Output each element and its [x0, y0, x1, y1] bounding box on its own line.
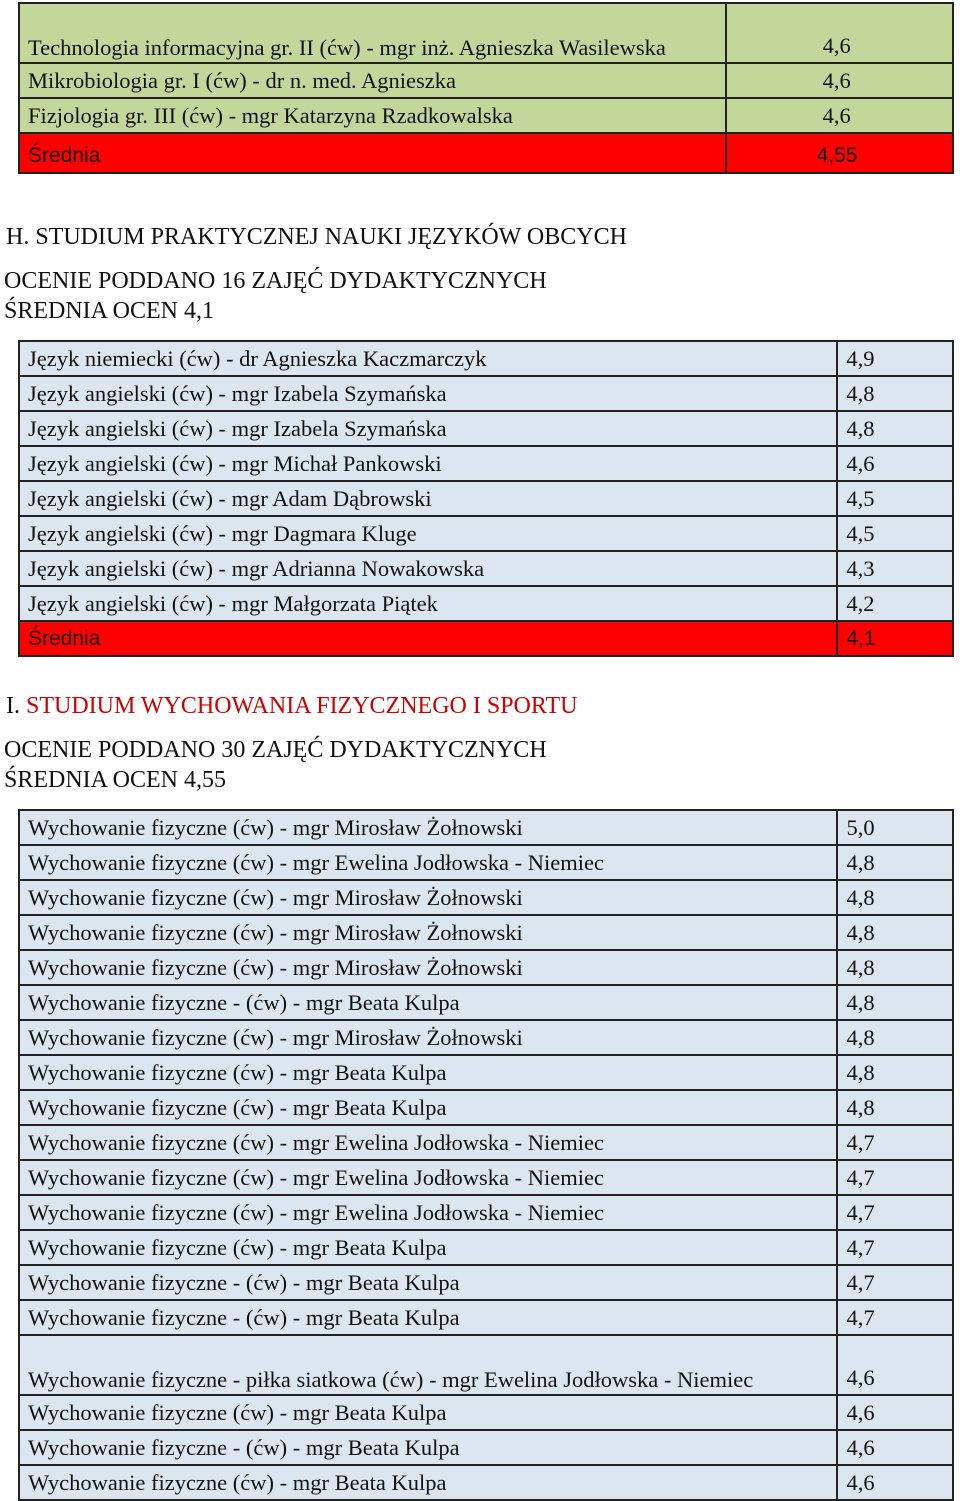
row-name: Wychowanie fizyczne - (ćw) - mgr Beata Kulpa: [19, 1265, 837, 1300]
row-value: 4,3: [837, 551, 953, 586]
row-value: 4,7: [837, 1195, 953, 1230]
row-value: 4,8: [837, 1020, 953, 1055]
row-value: 4,8: [837, 950, 953, 985]
row-value: 4,7: [837, 1125, 953, 1160]
row-name: Język angielski (ćw) - mgr Małgorzata Piątek: [19, 586, 837, 621]
row-value: 4,6: [726, 63, 953, 98]
table-row: [19, 1160, 953, 1195]
row-name: Fizjologia gr. III (ćw) - mgr Katarzyna Rzadkowalska: [19, 98, 726, 133]
section-h-heading: [6, 222, 627, 252]
table-row: [19, 1195, 953, 1230]
row-name: Wychowanie fizyczne (ćw) - mgr Ewelina Jodłowska - Niemiec: [19, 1195, 837, 1230]
section-i-prefix: I.: [6, 693, 20, 719]
table-row: [19, 411, 953, 446]
table-row: [19, 1125, 953, 1160]
row-value: 4,2: [837, 586, 953, 621]
section-i-average: ŚREDNIA OCEN 4,55: [4, 767, 227, 793]
average-value: 4,55: [726, 133, 953, 173]
row-name: Technologia informacyjna gr. II (ćw) - mgr inż. Agnieszka Wasilewska: [19, 3, 726, 63]
table-row: [19, 845, 953, 880]
row-name: Wychowanie fizyczne (ćw) - mgr Mirosław Żołnowski: [19, 950, 837, 985]
row-value: 4,7: [837, 1265, 953, 1300]
table-row: [19, 63, 953, 98]
section-g-table: [18, 2, 954, 174]
row-value: 4,6: [837, 1395, 953, 1430]
row-value: 4,7: [837, 1230, 953, 1265]
table-row: [19, 1055, 953, 1090]
section-h-table: [18, 340, 954, 657]
row-value: 4,5: [837, 516, 953, 551]
row-value: 4,8: [837, 985, 953, 1020]
row-value: 4,7: [837, 1160, 953, 1195]
row-name: Wychowanie fizyczne (ćw) - mgr Mirosław Żołnowski: [19, 915, 837, 950]
table-row: [19, 1395, 953, 1430]
section-h-title: STUDIUM PRAKTYCZNEJ NAUKI JĘZYKÓW OBCYCH: [35, 224, 627, 250]
average-label: Średnia: [19, 133, 726, 173]
table-row: [19, 586, 953, 621]
row-value: 4,5: [837, 481, 953, 516]
row-name: Wychowanie fizyczne - (ćw) - mgr Beata Kulpa: [19, 1430, 837, 1465]
row-name: Wychowanie fizyczne (ćw) - mgr Mirosław Żołnowski: [19, 880, 837, 915]
table-row: [19, 1430, 953, 1465]
row-name: Wychowanie fizyczne (ćw) - mgr Beata Kulpa: [19, 1230, 837, 1265]
table-row: [19, 1265, 953, 1300]
table-row: [19, 3, 953, 63]
table-row: [19, 481, 953, 516]
row-name: Wychowanie fizyczne (ćw) - mgr Beata Kulpa: [19, 1090, 837, 1125]
table-row: [19, 341, 953, 376]
table-row: [19, 880, 953, 915]
row-value: 4,8: [837, 376, 953, 411]
row-value: 5,0: [837, 810, 953, 845]
section-h-count: OCENIE PODDANO 16 ZAJĘĆ DYDAKTYCZNYCH: [4, 268, 547, 294]
row-name: Język angielski (ćw) - mgr Adam Dąbrowski: [19, 481, 837, 516]
average-row: [19, 133, 953, 173]
section-i-count: OCENIE PODDANO 30 ZAJĘĆ DYDAKTYCZNYCH: [4, 737, 547, 763]
section-i-heading: [6, 691, 577, 721]
row-value: 4,8: [837, 1090, 953, 1125]
table-row: [19, 551, 953, 586]
table-row: [19, 376, 953, 411]
row-name: Wychowanie fizyczne (ćw) - mgr Ewelina Jodłowska - Niemiec: [19, 1160, 837, 1195]
row-value: 4,8: [837, 845, 953, 880]
row-value: 4,6: [837, 1465, 953, 1500]
table-row: [19, 1090, 953, 1125]
row-value: 4,8: [837, 1055, 953, 1090]
row-value: 4,7: [837, 1300, 953, 1335]
row-name: Wychowanie fizyczne - (ćw) - mgr Beata Kulpa: [19, 985, 837, 1020]
section-i-title: STUDIUM WYCHOWANIA FIZYCZNEGO I SPORTU: [26, 693, 578, 719]
table-row: [19, 915, 953, 950]
average-value: 4,1: [837, 621, 953, 656]
table-row: [19, 1230, 953, 1265]
row-name: Język angielski (ćw) - mgr Michał Pankowski: [19, 446, 837, 481]
row-name: Wychowanie fizyczne (ćw) - mgr Mirosław Żołnowski: [19, 810, 837, 845]
row-name: Wychowanie fizyczne - (ćw) - mgr Beata Kulpa: [19, 1300, 837, 1335]
average-label: Średnia: [19, 621, 837, 656]
table-row: [19, 985, 953, 1020]
row-value: 4,8: [837, 915, 953, 950]
section-h-average: ŚREDNIA OCEN 4,1: [4, 298, 215, 324]
table-row: [19, 1300, 953, 1335]
row-value: 4,8: [837, 880, 953, 915]
average-row: [19, 621, 953, 656]
table-row: [19, 1335, 953, 1395]
section-i-table: [18, 809, 954, 1501]
table-row: [19, 98, 953, 133]
table-row: [19, 1465, 953, 1500]
row-name: Język angielski (ćw) - mgr Izabela Szymańska: [19, 411, 837, 446]
row-name: Język angielski (ćw) - mgr Adrianna Nowakowska: [19, 551, 837, 586]
row-value: 4,8: [837, 411, 953, 446]
section-h-prefix: H.: [6, 224, 30, 250]
table-row: [19, 1020, 953, 1055]
row-name: Wychowanie fizyczne (ćw) - mgr Beata Kulpa: [19, 1465, 837, 1500]
row-value: 4,6: [837, 1335, 953, 1395]
table-row: [19, 516, 953, 551]
table-row: [19, 446, 953, 481]
row-name: Wychowanie fizyczne (ćw) - mgr Ewelina Jodłowska - Niemiec: [19, 1125, 837, 1160]
row-name: Wychowanie fizyczne (ćw) - mgr Beata Kulpa: [19, 1055, 837, 1090]
table-row: [19, 950, 953, 985]
row-value: 4,6: [837, 446, 953, 481]
row-name: Wychowanie fizyczne (ćw) - mgr Mirosław Żołnowski: [19, 1020, 837, 1055]
row-value: 4,9: [837, 341, 953, 376]
row-name: Mikrobiologia gr. I (ćw) - dr n. med. Agnieszka: [19, 63, 726, 98]
row-value: 4,6: [837, 1430, 953, 1465]
row-name: Wychowanie fizyczne - piłka siatkowa (ćw) - mgr Ewelina Jodłowska - Niemiec: [19, 1335, 837, 1395]
row-name: Język niemiecki (ćw) - dr Agnieszka Kaczmarczyk: [19, 341, 837, 376]
row-name: Wychowanie fizyczne (ćw) - mgr Beata Kulpa: [19, 1395, 837, 1430]
row-name: Język angielski (ćw) - mgr Izabela Szymańska: [19, 376, 837, 411]
row-value: 4,6: [726, 98, 953, 133]
row-value: 4,6: [726, 3, 953, 63]
row-name: Język angielski (ćw) - mgr Dagmara Kluge: [19, 516, 837, 551]
row-name: Wychowanie fizyczne (ćw) - mgr Ewelina Jodłowska - Niemiec: [19, 845, 837, 880]
table-row: [19, 810, 953, 845]
